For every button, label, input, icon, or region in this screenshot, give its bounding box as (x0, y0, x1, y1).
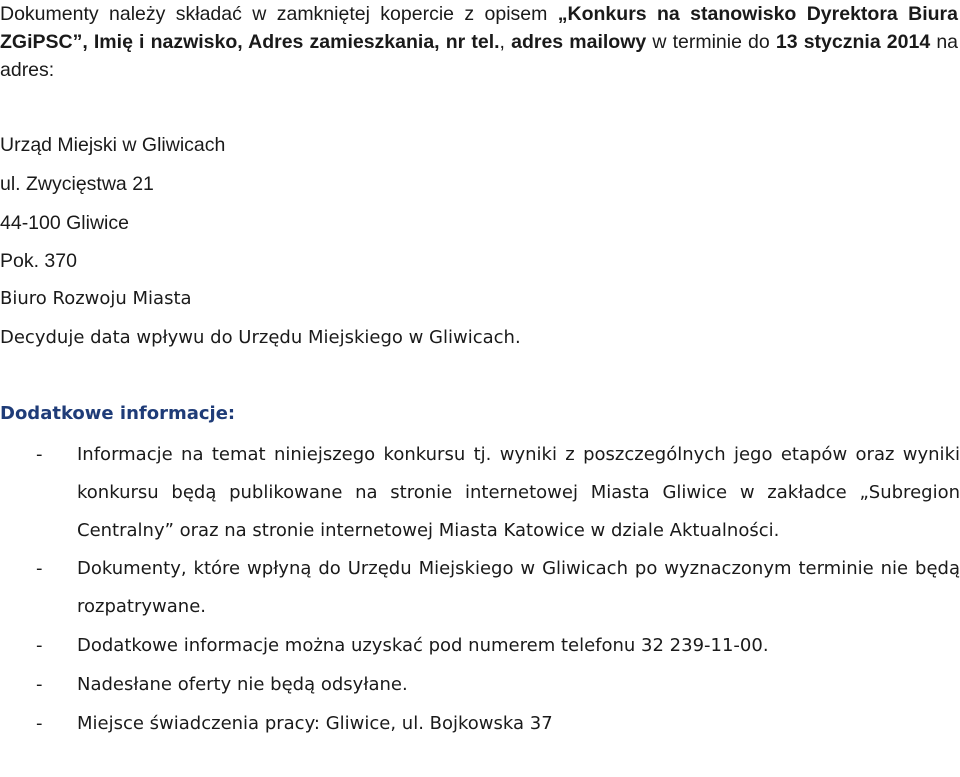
submission-paragraph (0, 0, 958, 84)
list-dash: - (36, 444, 43, 465)
list-item (0, 550, 960, 626)
additional-info-heading: Dodatkowe informacje: (0, 403, 236, 424)
list-item (0, 704, 960, 743)
address-prefix: na adres: (0, 31, 959, 81)
intro-separator: , (499, 31, 512, 53)
list-item-text: Dokumenty, które wpłyną do Urzędu Miejskiego w Gliwicach po wyznaczonym terminie nie będą rozpatrywane. (77, 558, 960, 617)
list-dash: - (36, 558, 43, 579)
list-dash: - (36, 635, 43, 656)
address-department: Biuro Rozwoju Miasta (0, 288, 192, 309)
additional-info-list (0, 436, 960, 743)
email-requirement-text: adres mailowy (511, 31, 647, 53)
list-item-text: Nadesłane oferty nie będą odsyłane. (77, 674, 408, 695)
list-item (0, 626, 960, 665)
list-dash: - (36, 674, 43, 695)
address-street: ul. Zwycięstwa 21 (0, 173, 154, 195)
list-item (0, 436, 960, 550)
address-office: Urząd Miejski w Gliwicach (0, 134, 226, 156)
decision-note: Decyduje data wpływu do Urzędu Miejskiego w Gliwicach. (0, 327, 521, 348)
deadline-prefix: w terminie do (646, 31, 776, 53)
deadline-date: 13 stycznia 2014 (775, 31, 931, 53)
address-city: 44-100 Gliwice (0, 212, 129, 234)
list-item-text: Miejsce świadczenia pracy: Gliwice, ul. Bojkowska 37 (77, 713, 553, 734)
list-item-text: Dodatkowe informacje można uzyskać pod numerem telefonu 32 239-11-00. (77, 635, 769, 656)
list-item-text: Informacje na temat niniejszego konkursu tj. wyniki z poszczególnych jego etapów oraz wyniki konkursu będą publikowane na stronie internetowej Miasta Gliwice w zakładce „Subregion Centralny” oraz na stronie internetowej Miasta Katowice w dziale Aktualności. (77, 444, 960, 541)
address-room: Pok. 370 (0, 250, 77, 272)
list-dash: - (36, 713, 43, 734)
list-item (0, 665, 960, 704)
envelope-label-text: „Konkurs na stanowisko Dyrektora Biura ZGiPSC”, Imię i nazwisko, Adres zamieszkania, nr tel. (0, 3, 958, 53)
intro-text: Dokumenty należy składać w zamkniętej kopercie z opisem (0, 3, 558, 25)
